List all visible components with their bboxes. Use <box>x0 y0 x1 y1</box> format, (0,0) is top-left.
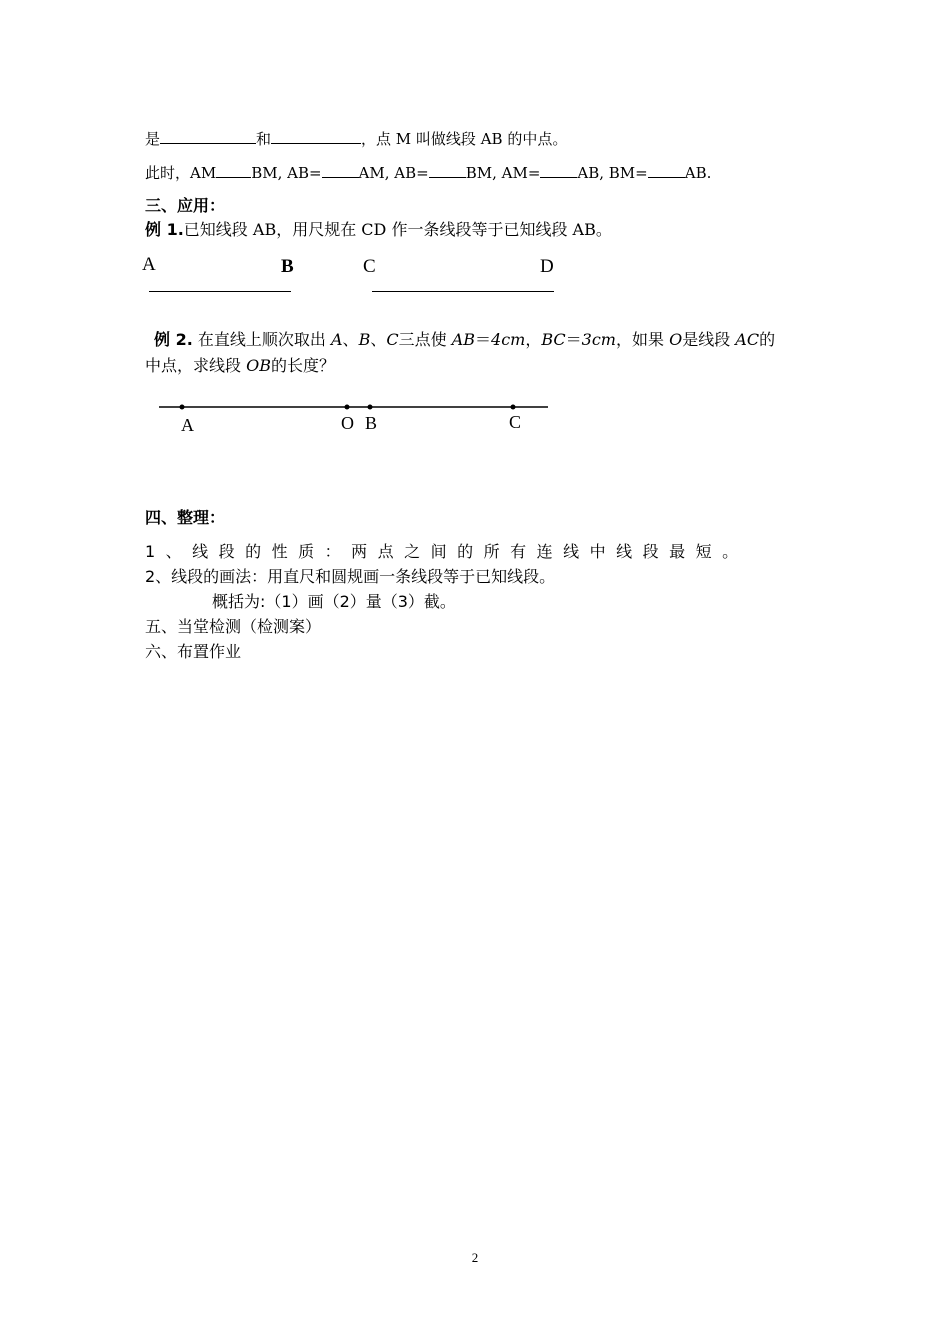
ex2-ac: AC <box>735 330 760 349</box>
point-a-label: A <box>142 254 156 275</box>
ex2-bc: BC <box>541 330 566 349</box>
section-4-item-1: 1、线段的性质：两点之间的所有连线中线段最短。 <box>145 542 749 561</box>
fill-in-line-1 <box>145 129 567 147</box>
section-4-title <box>145 510 225 526</box>
ex2-eq-1: ＝ <box>475 330 492 349</box>
ex2-line2-text-a: 中点，求线段 <box>145 356 247 375</box>
ex2-text-1: 在直线上顺次取出 <box>197 330 331 349</box>
point-c-dot <box>511 405 516 410</box>
point-c-label: C <box>363 256 376 277</box>
blank-2[interactable] <box>271 129 361 144</box>
blank-bm-ab[interactable] <box>648 163 685 178</box>
example-1 <box>145 222 612 238</box>
example-2-label: 例 2. <box>154 330 193 349</box>
ex2-sep-2: 、 <box>370 330 387 349</box>
example-2-line-2 <box>145 358 335 374</box>
line2-text-3: AM, AB= <box>358 164 429 182</box>
line2-text-4: BM, AM= <box>465 164 541 182</box>
ex2-value-1: 4cm <box>491 330 526 349</box>
line1-middle: 和 <box>256 130 272 148</box>
segment-cd <box>372 291 554 292</box>
blank-am-ab[interactable] <box>540 163 577 178</box>
blank-am[interactable] <box>216 163 251 178</box>
fig-label-b: B <box>365 413 378 433</box>
ex2-line2-text-b: 的长度？ <box>270 356 335 375</box>
ex2-var-b: B <box>358 330 371 349</box>
section-4-title-text: 四、整理： <box>145 508 226 527</box>
ex2-var-o: O <box>669 330 683 349</box>
page-number: 2 <box>471 1250 479 1265</box>
point-a-dot <box>180 405 185 410</box>
segment-ab <box>149 291 291 292</box>
ex2-text-3: ，如果 <box>615 330 670 349</box>
section-4-item-2-sub: 概括为:（1）画（2）量（3）截。 <box>212 592 456 611</box>
ex2-text-4: 是线段 <box>682 330 736 349</box>
ex2-sep-1: 、 <box>342 330 359 349</box>
ex2-text-2: 三点使 <box>398 330 452 349</box>
fig-label-c: C <box>509 412 522 432</box>
line2-text-1: 此时，AM <box>145 164 217 182</box>
point-b-label: B <box>281 256 294 277</box>
line1-suffix: ，点 M 叫做线段 AB 的中点。 <box>361 130 568 148</box>
section-5-title: 五、当堂检测（检测案） <box>145 617 322 636</box>
line2-text-5: AB, BM= <box>577 164 648 182</box>
ex2-value-2: 3cm <box>581 330 616 349</box>
ex2-var-c: C <box>386 330 399 349</box>
blank-1[interactable] <box>160 129 256 144</box>
section-4-item-2: 2、线段的画法：用直尺和圆规画一条线段等于已知线段。 <box>145 567 556 586</box>
section-6-title: 六、布置作业 <box>145 642 242 661</box>
example-1-label: 例 1. <box>145 220 184 239</box>
line2-text-6: AB. <box>684 164 712 182</box>
blank-ab-am[interactable] <box>322 163 359 178</box>
point-b-dot <box>368 405 373 410</box>
blank-ab-bm[interactable] <box>429 163 466 178</box>
line2-text-2: BM, AB= <box>251 164 322 182</box>
point-d-label: D <box>540 256 554 277</box>
example-2-line-1 <box>154 332 775 348</box>
ex2-eq-2: ＝ <box>565 330 582 349</box>
example-1-text: 已知线段 AB，用尺规在 CD 作一条线段等于已知线段 AB。 <box>183 220 612 239</box>
section-3-title: 三、应用： <box>145 196 226 215</box>
ex2-comma: ， <box>525 330 542 349</box>
ex2-ab: AB <box>451 330 475 349</box>
ex2-var-a: A <box>330 330 343 349</box>
fill-in-line-2 <box>145 163 711 181</box>
fig-label-o: O <box>341 413 354 433</box>
fig-label-a: A <box>181 415 194 435</box>
ex2-text-5: 的 <box>759 330 776 349</box>
ex2-ob: OB <box>246 356 271 375</box>
point-o-dot <box>345 405 350 410</box>
line1-prefix: 是 <box>145 130 161 148</box>
line-figure <box>0 395 950 455</box>
